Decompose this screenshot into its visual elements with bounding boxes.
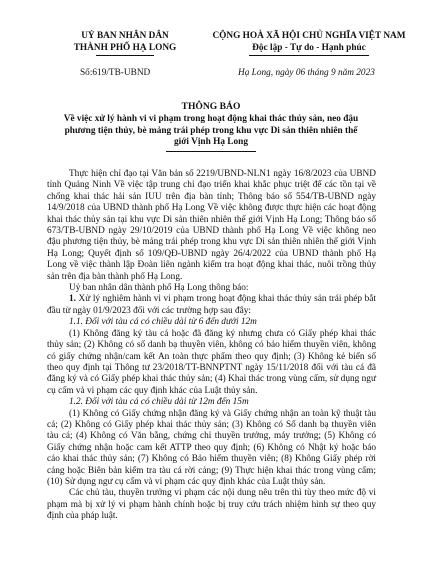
paragraph-penalty: Các chủ tàu, thuyền trưởng vi phạm các nội dung nêu trên thì tùy theo mức độ vi phạm mà bị xử lý vi phạm hành chính hoặc bị truy cứu trách nhiệm hình sự theo quy định của pháp luật.: [47, 488, 376, 522]
subject-underline: [166, 151, 256, 152]
subheading-1-1: 1.1. Đối với tàu cá có chiều dài từ 6 đến dưới 12m: [69, 317, 257, 328]
paragraph-item-1-1: (1) Không đăng ký tàu cá hoặc đã đăng ký nhưng chưa có Giấy phép khai thác thủy sản; (2) Không có số danh bạ thuyền viên, không có bảo hiểm thuyền viên, không có giấy chứng nhận/cam kết An toàn thực phẩm theo quy định; (3) Không kẻ biển số theo quy định tại Thông tư 23/2018/TT-BNNPTNT ngày 15/11/2018 đối với tàu cá đã đăng ký và có Giấy phép khai thác thủy sản; (4) Khai thác trong vùng cấm, sử dụng ngư cụ cấm và vi phạm các quy định khác của Luật thủy sản.: [47, 328, 376, 396]
paragraph-announcement: Uỷ ban nhân dân thành phố Hạ Long thông báo:: [69, 283, 249, 294]
national-motto-line2: Độc lập - Tự do - Hạnh phúc: [252, 42, 366, 53]
item-number: 1.: [69, 294, 76, 305]
paragraph-basis: Thực hiện chỉ đạo tại Văn bản số 2219/UBND-NLN1 ngày 16/8/2023 của UBND tỉnh Quảng Ninh Về việc tập trung chỉ đạo triển khai khắc phục triệt để các tồn tại về chống khai thác hải sản IUU trên địa bàn tỉnh; Thông báo số 554/TB-UBND ngày 14/9/2018 của UBND thành phố Hạ Long Về việc không được thực hiện các hoạt động khai thác thủy sản tại khu vực Di sản thiên nhiên thế giới Vịnh Hạ Long; Thông báo số 673/TB-UBND ngày 29/10/2019 của UBND thành phố Hạ Long Về việc không neo đậu phương tiện thủy, bè mảng trái phép trong khu vực Di sản thiên nhiên thế giới Vịnh Hạ Long; Quyết định số 109/QĐ-UBND ngày 26/4/2022 của UBND thành phố Hạ Long về việc thành lập Đoàn liên ngành kiểm tra hoạt động khai thác, nuôi trồng thủy sản trên địa bàn thành phố Hạ Long.: [47, 169, 376, 282]
document-subject-text: Về việc xử lý hành vi vi phạm trong hoạt động khai thác thủy sản, neo đậu phương tiện thủy, bè mảng trái phép trong khu vực Di sản thiên nhiên thế giới Vịnh Hạ Long: [63, 114, 359, 147]
motto-underline: [249, 55, 369, 56]
document-body: [47, 169, 376, 523]
issuing-authority-line2: THÀNH PHỐ HẠ LONG: [73, 42, 177, 53]
national-motto: [205, 31, 413, 56]
paragraph-item-1-2: (1) Không có Giấy chứng nhận đăng ký và Giấy chứng nhận an toàn kỹ thuật tàu cá; (2) Không có Giấy phép khai thác thủy sản; (3) Không có Sổ danh bạ thuyền viên tàu cá; (4) Không có Văn bằng, chứng chỉ thuyền trưởng, máy trưởng; (5) Không có Giấy chứng nhận hoặc cam kết ATTP theo quy định; (6) Không có Nhật ký hoặc báo cáo khai thác thủy sản; (7) Không có Bảo hiểm thuyền viên; (8) Không Giấy phép rời cảng hoặc Biên bản kiểm tra tàu cá rời cảng; (9) Thực hiện khai thác trong vùng cấm; (10) Sử dụng ngư cụ cấm và vi phạm các quy định khác của Luật thủy sản.: [47, 408, 376, 487]
document-title: THÔNG BÁO: [181, 101, 241, 112]
paragraph-item-1: 1. Xử lý nghiêm hành vi vi phạm trong hoạt động khai thác thủy sản trái phép bắt đầu từ ngày 01/9/2023 đối với các trường hợp sau đây:: [47, 294, 376, 316]
document-number: Số:619/TB-UBND: [80, 68, 151, 78]
national-motto-line1: CỘNG HOÀ XÃ HỘI CHỦ NGHĨA VIỆT NAM: [212, 31, 406, 41]
authority-underline: [96, 55, 154, 56]
place-and-date: Hạ Long, ngày 06 tháng 9 năm 2023: [238, 68, 375, 78]
document-subject: [58, 114, 364, 152]
issuing-authority-line1: UỶ BAN NHÂN DÂN: [81, 31, 169, 41]
issuing-authority: [60, 31, 190, 56]
subheading-1-2: 1.2. Đối với tàu cá có chiều dài từ 12m đến 15m: [69, 397, 249, 408]
